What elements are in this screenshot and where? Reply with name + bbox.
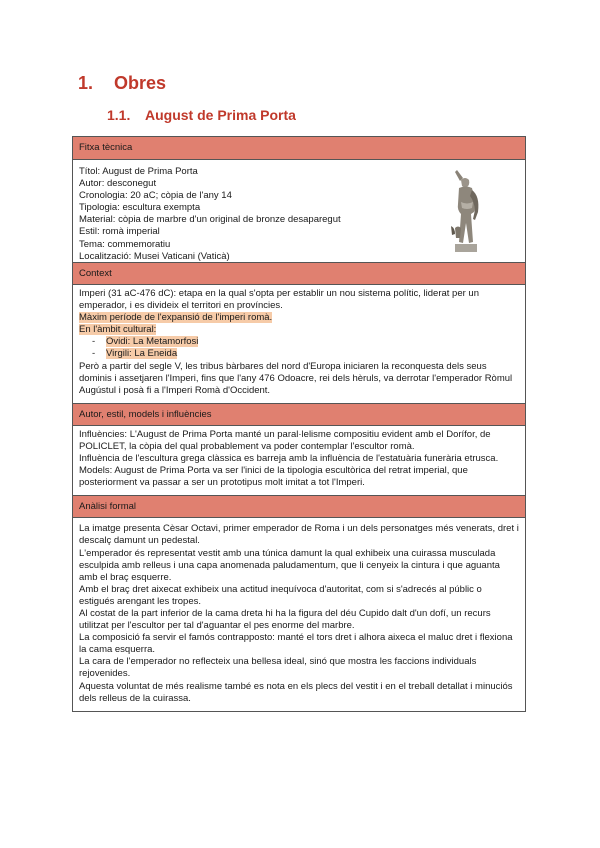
- fitxa-line: Títol: August de Prima Porta: [79, 166, 198, 177]
- statue-image: [441, 166, 489, 254]
- heading-number: 1.: [78, 73, 94, 93]
- fitxa-line: Material: còpia de marbre d'un original de bronze desaparegut: [79, 214, 341, 226]
- list-item: [79, 336, 519, 348]
- context-paragraph: Però a partir del segle V, les tribus bàrbares del nord d'Europa iniciaren la reconquesta dels seus dominis i assetjaren l'Imperi, fins que l'any 476 Odoacre, rei dels hèruls, va derrotar l'emperador Ròmul Augústul i posà fi a l'Imperi Romà d'Occident.: [79, 360, 513, 396]
- bullet-text: Ovidi: La Metamorfosi: [106, 336, 199, 348]
- bullet-marker: -: [92, 348, 96, 360]
- analisi-paragraph: Al costat de la part inferior de la cama dreta hi ha la figura del déu Cupido dalt d'un dofí, un recurs utilitzat per l'escultor per tal d'aguantar el pes enorme del marbre.: [79, 607, 491, 632]
- context-highlight: [79, 312, 519, 324]
- fitxa-line: Localització: Musei Vaticani (Vaticà): [79, 250, 230, 262]
- context-paragraph: Imperi (31 aC-476 dC): etapa en la qual s'opta per establir un nou sistema polític, liderat per un emperador, i es divideix el territori en províncies.: [79, 288, 479, 312]
- section-body-analisi: [73, 518, 525, 710]
- section-header-fitxa: Fitxa tècnica: [73, 137, 525, 160]
- analisi-paragraph: La imatge presenta Cèsar Octavi, primer emperador de Roma i un dels personatges més venerats, dret i descalç damunt un pedestal.: [79, 523, 519, 547]
- autor-paragraph: Influència de l'escultura grega clàssica es barreja amb la influència de l'estatuària funerària etrusca.: [79, 453, 499, 465]
- fitxa-line: Tipologia: escultura exempta: [79, 202, 201, 214]
- fitxa-line: Tema: commemoratiu: [79, 238, 171, 250]
- analisi-paragraph: La cara de l'emperador no reflecteix una bellesa ideal, sinó que mostra les faccions individuals rejovenides.: [79, 656, 477, 680]
- highlight-text: Màxim període de l'expansió de l'imperi romà.: [79, 312, 273, 324]
- context-cultural-label: [79, 324, 519, 336]
- subheading-number: 1.1.: [107, 107, 131, 123]
- fitxa-table: [72, 136, 526, 712]
- list-item: [79, 348, 519, 360]
- fitxa-line: Autor: desconegut: [79, 178, 157, 190]
- bullet-text: Virgili: La Eneida: [106, 348, 178, 360]
- autor-paragraph: Models: August de Prima Porta va ser l'inici de la tipologia escultòrica del retrat imperial, que posteriorment va passar a ser un prototipus molt imitat a tot l'Imperi.: [79, 465, 468, 489]
- subheading-august: [107, 107, 296, 123]
- section-body-fitxa: [73, 160, 525, 262]
- section-header-autor: Autor, estil, models i influències: [73, 403, 525, 426]
- fitxa-line: Cronologia: 20 aC; còpia de l'any 14: [79, 190, 232, 202]
- analisi-paragraph: L'emperador és representat vestit amb una túnica damunt la qual exhibeix una cuirassa musculada esculpida amb relleus i una capa anomenada paludamentum, que li cenyeix la cintura i que aguanta amb el braç esquerre.: [79, 547, 500, 583]
- section-header-context: Context: [73, 262, 525, 285]
- heading-title: Obres: [114, 73, 167, 93]
- analisi-paragraph: Aquesta voluntat de més realisme també es nota en els plecs del vestit i en el treball detallat i minuciós dels relleus de la cuirassa.: [79, 680, 513, 704]
- section-header-analisi: Anàlisi formal: [73, 495, 525, 518]
- heading-obres: [78, 73, 166, 94]
- section-body-context: [73, 285, 525, 403]
- fitxa-line: Estil: romà imperial: [79, 226, 160, 238]
- analisi-paragraph: La composició fa servir el famós contrapposto: manté el tors dret i alhora aixeca el maluc dret i flexiona la cama esquerra.: [79, 632, 513, 656]
- bullet-marker: -: [92, 336, 96, 348]
- autor-paragraph: Influències: L'August de Prima Porta manté un paral·lelisme compositiu evident amb el Dorífor, de POLICLET, la còpia del qual probablement va poder contemplar l'escultor romà.: [79, 428, 491, 452]
- subheading-title: August de Prima Porta: [145, 107, 296, 123]
- section-body-autor: [73, 426, 525, 495]
- analisi-paragraph: Amb el braç dret aixecat exhibeix una actitud inequívoca d'autoritat, com si s'adrecés al públic o estigués arengant les tropes.: [79, 583, 482, 607]
- highlight-text: En l'àmbit cultural:: [79, 324, 157, 336]
